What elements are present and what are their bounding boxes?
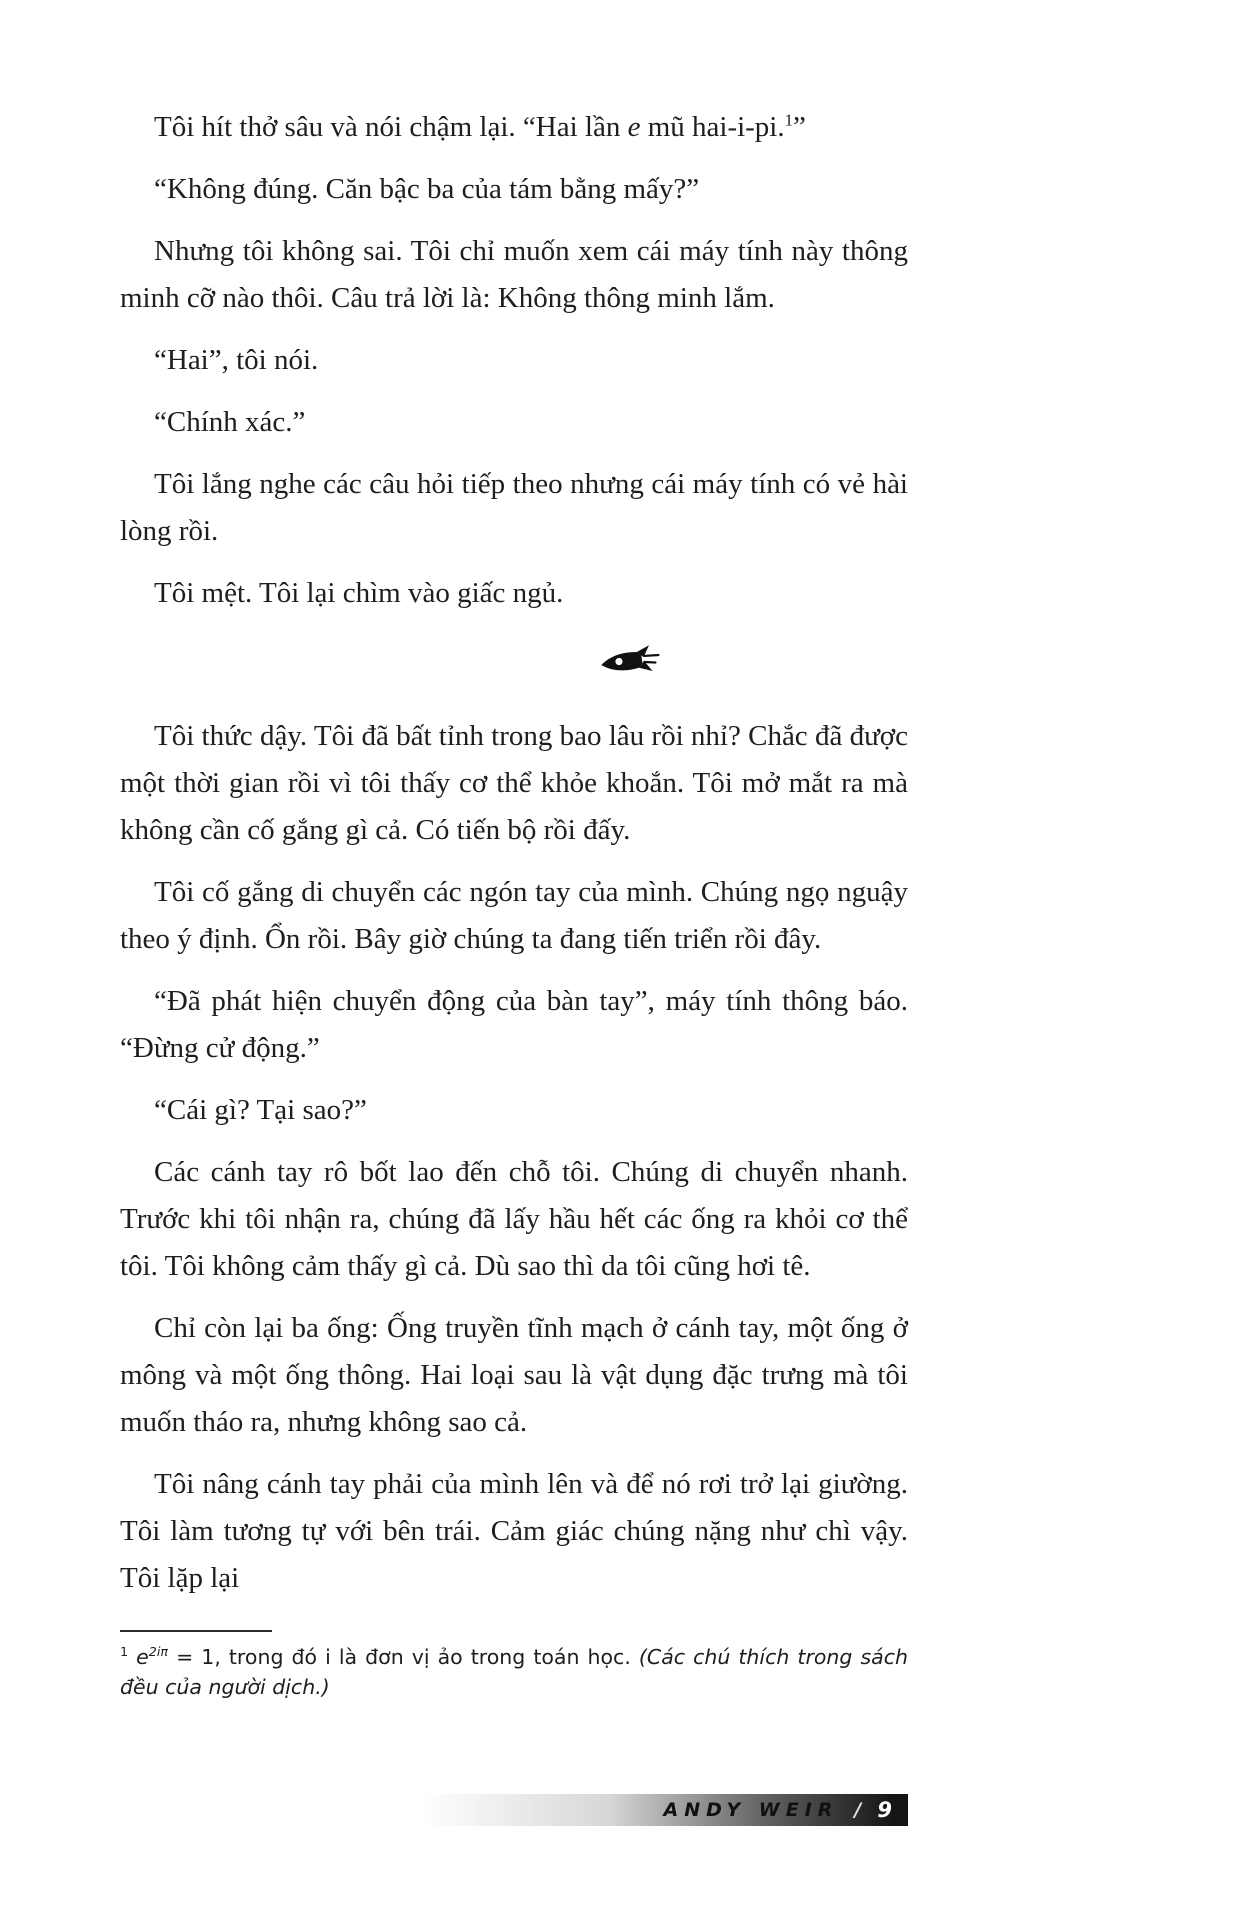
paragraph: Nhưng tôi không sai. Tôi chỉ muốn xem cái máy tính này thông minh cỡ nào thôi. Câu trả lời là: Không thông minh lắm. [120, 235, 908, 314]
paragraph: “Không đúng. Căn bậc ba của tám bằng mấy?” [154, 173, 700, 205]
paragraph: Tôi cố gắng di chuyển các ngón tay của mình. Chúng ngọ nguậy theo ý định. Ổn rồi. Bây giờ chúng ta đang tiến triển rồi đây. [120, 876, 908, 955]
paragraph: Tôi thức dậy. Tôi đã bất tỉnh trong bao lâu rồi nhỉ? Chắc đã được một thời gian rồi vì tôi thấy cơ thể khỏe khoắn. Tôi mở mắt ra mà không cần cố gắng gì cả. Có tiến bộ rồi đấy. [120, 720, 908, 846]
paragraph: Tôi hít thở sâu và nói chậm lại. “Hai lần e mũ hai-i-pi.$^1$” [154, 110, 806, 143]
footnote-text: $^1$ $e^{2i\pi} = 1$, trong đó i là đơn vị ảo trong toán học. (Các chú thích trong sách đều của người dịch.) [120, 1644, 908, 1699]
page-footer [120, 1794, 908, 1826]
scene-divider [0, 643, 1260, 683]
paragraph: Tôi lắng nghe các câu hỏi tiếp theo nhưng cái máy tính có vẻ hài lòng rồi. [120, 468, 908, 547]
footnote-area [120, 1630, 908, 1702]
paragraph: “Hai”, tôi nói. [154, 344, 319, 376]
body-text-section-2 [120, 713, 908, 1602]
footnote-divider [120, 1630, 272, 1632]
rocket-divider-icon [593, 643, 667, 679]
page-number: 9 [877, 1798, 892, 1822]
paragraph: “Chính xác.” [154, 406, 306, 438]
paragraph: Tôi mệt. Tôi lại chìm vào giấc ngủ. [154, 577, 564, 609]
footer-separator: / [854, 1799, 862, 1821]
paragraph: Chỉ còn lại ba ống: Ống truyền tĩnh mạch ở cánh tay, một ống ở mông và một ống thông. Hai loại sau là vật dụng đặc trưng mà tôi muốn tháo ra, nhưng không sao cả. [120, 1312, 908, 1438]
body-text-section-1 [120, 104, 908, 617]
footer-author: ANDY WEIR [663, 1799, 839, 1821]
paragraph: Các cánh tay rô bốt lao đến chỗ tôi. Chúng di chuyển nhanh. Trước khi tôi nhận ra, chúng đã lấy hầu hết các ống ra khỏi cơ thể tôi. Tôi không cảm thấy gì cả. Dù sao thì da tôi cũng hơi tê. [120, 1156, 908, 1282]
paragraph: Tôi nâng cánh tay phải của mình lên và để nó rơi trở lại giường. Tôi làm tương tự với bên trái. Cảm giác chúng nặng như chì vậy. Tôi lặp lại [120, 1468, 908, 1594]
paragraph: “Đã phát hiện chuyển động của bàn tay”, máy tính thông báo. “Đừng cử động.” [120, 985, 908, 1064]
paragraph: “Cái gì? Tại sao?” [154, 1094, 367, 1126]
